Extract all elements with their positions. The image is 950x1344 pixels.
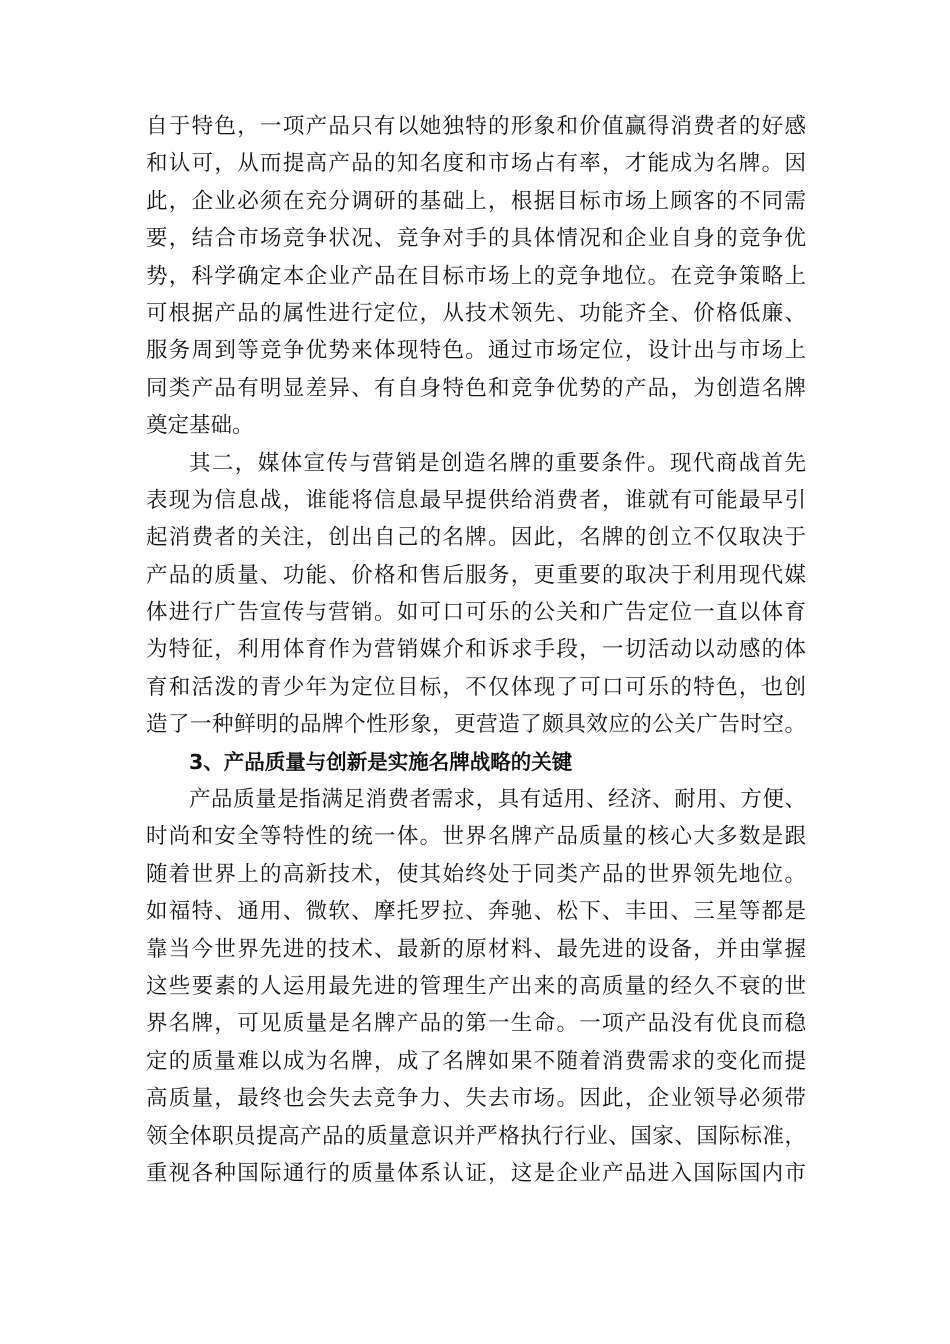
text-line: 同类产品有明显差异、有自身特色和竞争优势的产品，为创造名牌 bbox=[146, 375, 806, 401]
paragraph-1 bbox=[146, 108, 806, 445]
text-line: 自于特色，一项产品只有以她独特的形象和价值赢得消费者的好感 bbox=[146, 114, 806, 139]
text-line: 随着世界上的高新技术，使其始终处于同类产品的世界领先地位。 bbox=[146, 861, 806, 887]
paragraph-2 bbox=[146, 445, 806, 744]
text-line: 造了一种鲜明的品牌个性形象，更营造了颇具效应的公关广告时空。 bbox=[146, 712, 806, 738]
text-line: 靠当今世界先进的技术、最新的原材料、最先进的设备，并由掌握 bbox=[146, 936, 806, 962]
text-line: 势，科学确定本企业产品在目标市场上的竞争地位。在竞争策略上 bbox=[146, 263, 806, 289]
text-line: 时尚和安全等特性的统一体。世界名牌产品质量的核心大多数是跟 bbox=[146, 824, 806, 850]
text-line: 产品质量是指满足消费者需求，具有适用、经济、耐用、方便、 bbox=[189, 787, 806, 813]
text-line: 和认可，从而提高产品的知名度和市场占有率，才能成为名牌。因 bbox=[146, 151, 806, 177]
text-line: 如福特、通用、微软、摩托罗拉、奔驰、松下、丰田、三星等都是 bbox=[146, 899, 806, 925]
text-line: 育和活泼的青少年为定位目标，不仅体现了可口可乐的特色，也创 bbox=[146, 674, 806, 700]
paragraph-3 bbox=[146, 781, 806, 1192]
text-line: 其二，媒体宣传与营销是创造名牌的重要条件。现代商战首先 bbox=[189, 450, 806, 476]
text-line: 重视各种国际通行的质量体系认证，这是企业产品进入国际国内市 bbox=[146, 1160, 806, 1186]
text-line: 界名牌，可见质量是名牌产品的第一生命。一项产品没有优良而稳 bbox=[146, 1011, 806, 1037]
text-line: 服务周到等竞争优势来体现特色。通过市场定位，设计出与市场上 bbox=[146, 338, 806, 364]
document-page bbox=[146, 108, 806, 1192]
text-line: 产品的质量、功能、价格和售后服务，更重要的取决于利用现代媒 bbox=[146, 562, 806, 588]
text-line: 为特征，利用体育作为营销媒介和诉求手段，一切活动以动感的体 bbox=[146, 637, 806, 663]
text-line: 高质量，最终也会失去竞争力、失去市场。因此，企业领导必须带 bbox=[146, 1086, 806, 1112]
text-line: 定的质量难以成为名牌，成了名牌如果不随着消费需求的变化而提 bbox=[146, 1048, 806, 1074]
text-line: 要，结合市场竞争状况、竞争对手的具体情况和企业自身的竞争优 bbox=[146, 226, 806, 252]
text-line: 奠定基础。 bbox=[146, 413, 254, 439]
text-line: 表现为信息战，谁能将信息最早提供给消费者，谁就有可能最早引 bbox=[146, 487, 806, 513]
text-line: 此，企业必须在充分调研的基础上，根据目标市场上顾客的不同需 bbox=[146, 188, 806, 214]
text-line: 体进行广告宣传与营销。如可口可乐的公关和广告定位一直以体育 bbox=[146, 600, 806, 626]
text-line: 领全体职员提高产品的质量意识并严格执行行业、国家、国际标准， bbox=[146, 1123, 806, 1149]
text-line: 可根据产品的属性进行定位，从技术领先、功能齐全、价格低廉、 bbox=[146, 300, 806, 326]
section-heading: 3、产品质量与创新是实施名牌战略的关键 bbox=[189, 749, 573, 774]
text-line: 这些要素的人运用最先进的管理生产出来的高质量的经久不衰的世 bbox=[146, 973, 806, 999]
text-line: 起消费者的关注，创出自己的名牌。因此，名牌的创立不仅取决于 bbox=[146, 525, 806, 551]
